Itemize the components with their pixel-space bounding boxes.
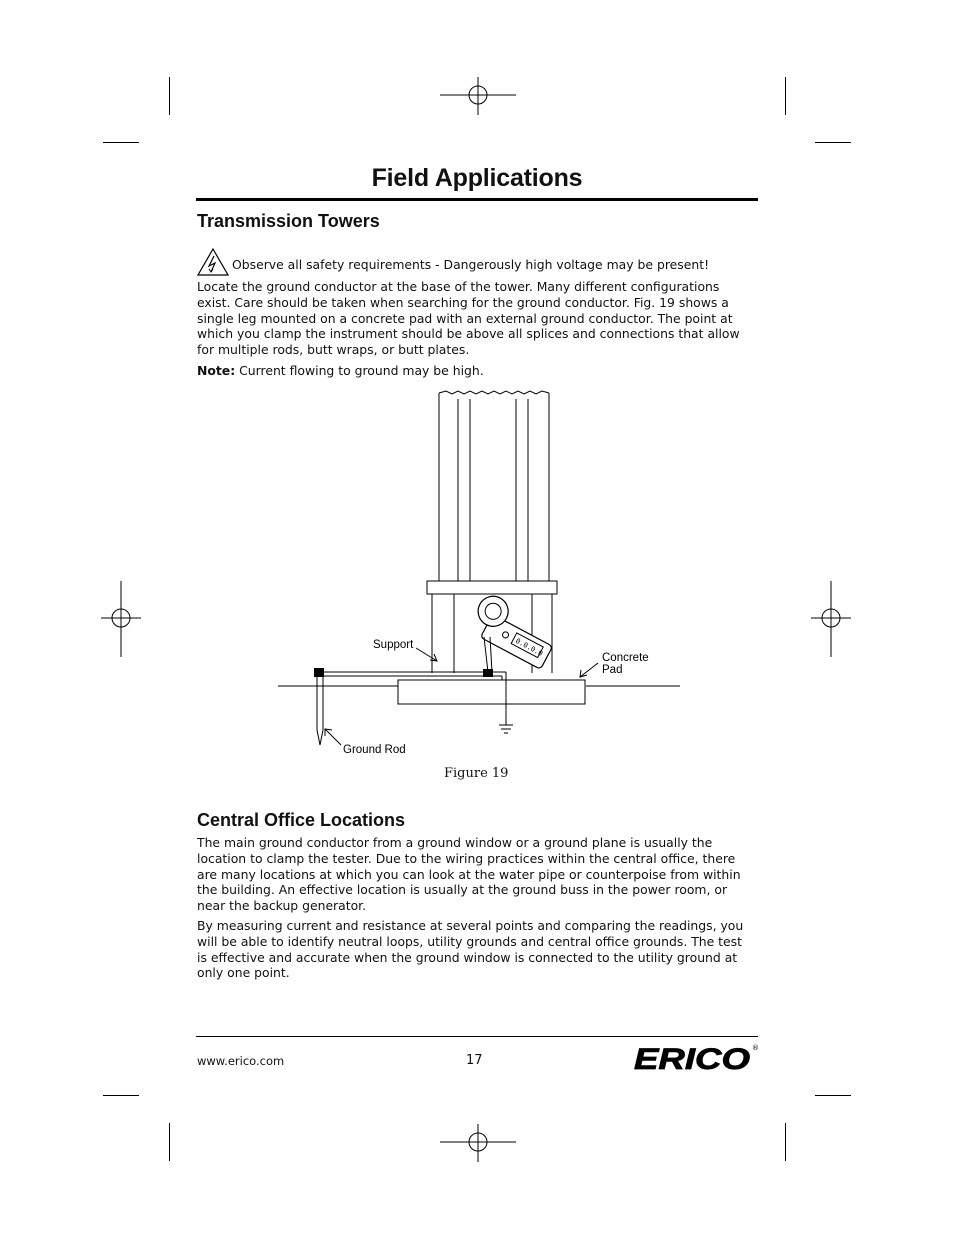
central-office-paragraph-1: The main ground conductor from a ground window or a ground plane is usually the location to clamp the tester. Due to the wiring practices within the central office, there are many locations at which you can look at the water pipe or counterpoise from within the building. An effective location is usually at the ground buss in the power room, or near the backup generator.	[197, 835, 741, 914]
meter-display: 0.0.0.0	[514, 636, 545, 658]
erico-logo	[632, 1040, 760, 1074]
label-ground-rod: Ground Rod	[343, 744, 406, 756]
registration-mark-icon	[811, 581, 851, 657]
registration-mark-icon	[440, 77, 516, 117]
label-pad: Pad	[602, 664, 623, 676]
label-concrete: Concrete	[602, 652, 649, 664]
clamp-meter	[466, 591, 561, 669]
warning-text: Observe all safety requirements - Dangerously high voltage may be present!	[232, 257, 710, 272]
label-support: Support	[373, 639, 414, 651]
section-heading-transmission: Transmission Towers	[197, 211, 380, 231]
footer-divider	[196, 1036, 758, 1037]
section-heading-central-office: Central Office Locations	[197, 810, 406, 830]
note	[197, 363, 749, 379]
logo-mark: ®	[752, 1044, 759, 1052]
high-voltage-warning-icon	[197, 248, 229, 276]
rod-connector	[314, 668, 324, 677]
central-office-paragraph-2: By measuring current and resistance at several points and comparing the readings, you will be able to identify neutral loops, utility grounds and central office grounds. The test is effective and accurate when the ground window is connected to the utility ground at only one point.	[197, 918, 744, 981]
figure-19-diagram	[270, 385, 690, 760]
note-text: Current flowing to ground may be high.	[239, 363, 484, 378]
footer-url[interactable]: www.erico.com	[197, 1054, 285, 1068]
page-title: Field Applications	[371, 164, 583, 192]
title-divider	[196, 198, 758, 201]
page-number: 17	[466, 1053, 483, 1068]
note-label: Note:	[197, 363, 236, 378]
safety-warning	[197, 248, 757, 276]
logo-text: ERICO	[634, 1043, 750, 1074]
concrete-pad	[398, 680, 585, 704]
tower-break-line	[439, 391, 549, 394]
registration-mark-icon	[101, 581, 141, 657]
figure-caption: Figure 19	[444, 766, 509, 781]
registration-mark-icon	[440, 1122, 516, 1162]
transmission-paragraph: Locate the ground conductor at the base of the tower. Many different configurations exist. Care should be taken when searching for the ground conductor. Fig. 19 shows a single leg mounted on a concrete pad with an external ground conductor. The point at which you clamp the instrument should be above all splices and connections that allow for multiple rods, butt wraps, or butt plates.	[197, 279, 740, 358]
tower-flange	[427, 581, 557, 594]
